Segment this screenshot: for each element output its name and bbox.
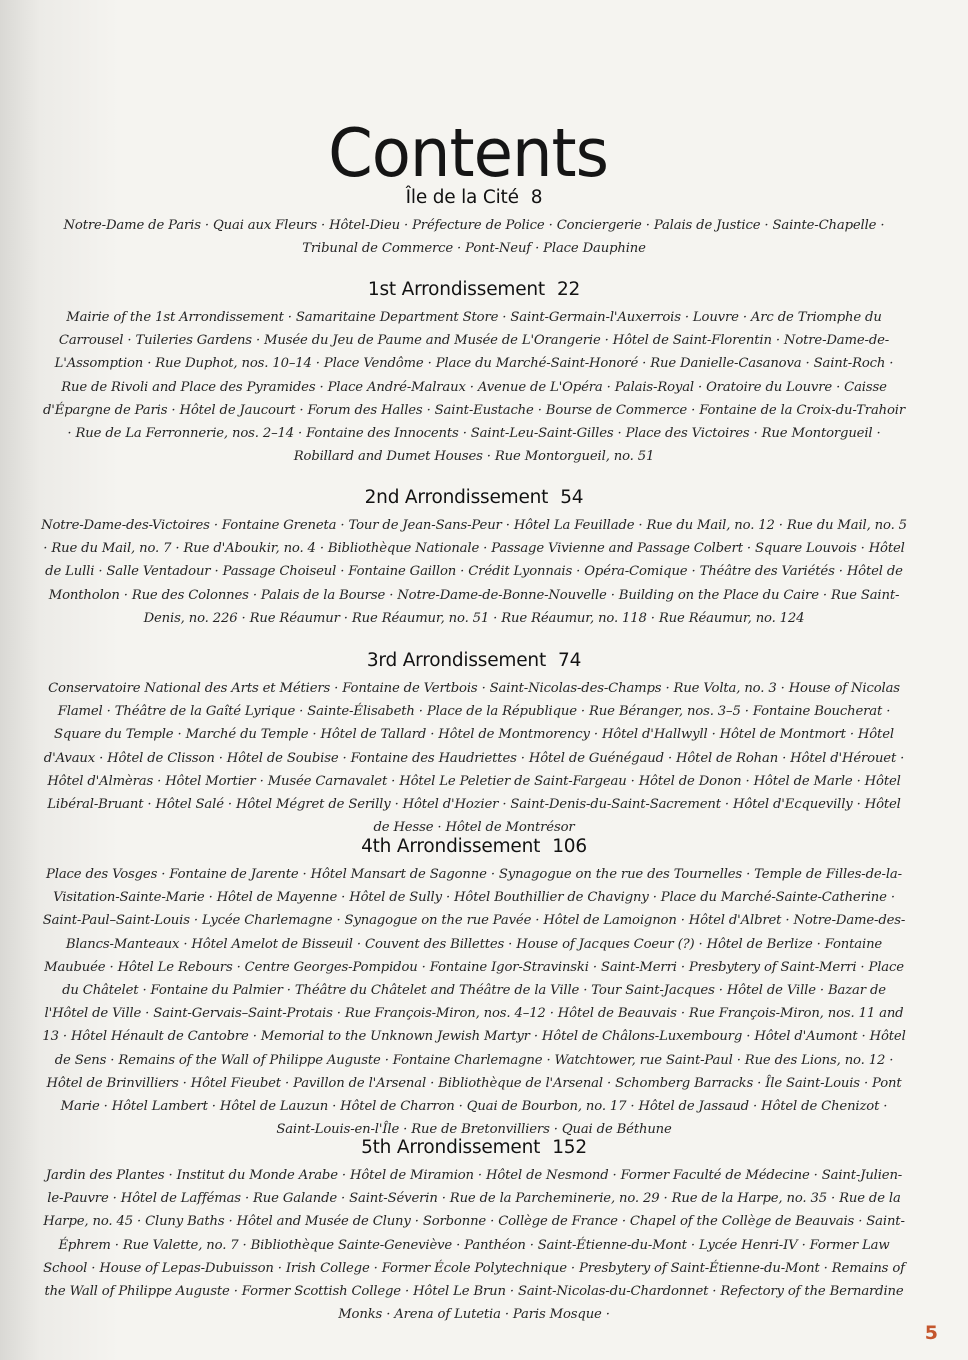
section-3rd-arrondissement xyxy=(40,650,908,839)
section-1st-arrondissement xyxy=(40,279,908,468)
section-heading xyxy=(40,487,908,508)
section-ile-de-la-cite xyxy=(40,187,908,260)
section-name: 1st Arrondissement xyxy=(367,279,545,300)
section-page: 74 xyxy=(558,650,582,671)
section-4th-arrondissement xyxy=(40,836,908,1141)
section-entries: Conservatoire National des Arts et Métiers · Fontaine de Vertbois · Saint-Nicolas-des-Champs · Rue Volta, no. 3 · House of Nicolas Flamel · Théâtre de la Gaîté Lyrique · Sainte-Élisabeth · Place de la République · Rue Béranger, nos. 3–5 · Fontaine Boucherat · Square du Temple · Marché du Temple · Hôtel de Tallard · Hôtel de Montmorency · Hôtel d'Hallwyll · Hôtel de Montmort · Hôtel d'Avaux · Hôtel de Clisson · Hôtel de Soubise · Fontaine des Haudriettes · Hôtel de Guénégaud · Hôtel de Rohan · Hôtel d'Hérouet · Hôtel d'Almèras · Hôtel Mortier · Musée Carnavalet · Hôtel Le Peletier de Saint-Fargeau · Hôtel de Donon · Hôtel de Marle · Hôtel Libéral-Bruant · Hôtel Salé · Hôtel Mégret de Serilly · Hôtel d'Hozier · Saint-Denis-du-Saint-Sacrement · Hôtel d'Ecquevilly · Hôtel de Hesse · Hôtel de Montrésor xyxy=(43,681,905,836)
section-2nd-arrondissement xyxy=(40,487,908,630)
section-name: 3rd Arrondissement xyxy=(366,650,547,671)
section-heading xyxy=(40,187,908,208)
section-heading xyxy=(40,1137,908,1158)
section-entries: Mairie of the 1st Arrondissement · Samaritaine Department Store · Saint-Germain-l'Auxerrois · Louvre · Arc de Triomphe du Carrousel · Tuileries Gardens · Musée du Jeu de Paume and Musée de L'Orangerie · Hôtel de Saint-Florentin · Notre-Dame-de-L'Assomption · Rue Duphot, nos. 10–14 · Place Vendôme · Place du Marché-Saint-Honoré · Rue Danielle-Casanova · Saint-Roch · Rue de Rivoli and Place des Pyramides · Place André-Malraux · Avenue de L'Opéra · Palais-Royal · Oratoire du Louvre · Caisse d'Épargne de Paris · Hôtel de Jaucourt · Forum des Halles · Saint-Eustache · Bourse de Commerce · Fontaine de la Croix-du-Trahoir · Rue de La Ferronnerie, nos. 2–14 · Fontaine des Innocents · Saint-Leu-Saint-Gilles · Place des Victoires · Rue Montorgueil · Robillard and Dumet Houses · Rue Montorgueil, no. 51 xyxy=(42,310,906,465)
page-number: 5 xyxy=(924,1322,938,1344)
section-page: 8 xyxy=(530,187,543,208)
section-5th-arrondissement xyxy=(40,1137,908,1326)
section-entries: Jardin des Plantes · Institut du Monde Arabe · Hôtel de Miramion · Hôtel de Nesmond · Former Faculté de Médecine · Saint-Julien-le-Pauvre · Hôtel de Laffémas · Rue Galande · Saint-Séverin · Rue de la Parcheminerie, no. 29 · Rue de la Harpe, no. 35 · Rue de la Harpe, no. 45 · Cluny Baths · Hôtel and Musée de Cluny · Sorbonne · Collège de France · Chapel of the Collège de Beauvais · Saint-Éphrem · Rue Valette, no. 7 · Bibliothèque Sainte-Geneviève · Panthéon · Saint-Étienne-du-Mont · Lycée Henri-IV · Former Law School · House of Lepas-Dubuisson · Irish College · Former École Polytechnique · Presbytery of Saint-Étienne-du-Mont · Remains of the Wall of Philippe Auguste · Former Scottish College · Hôtel Le Brun · Saint-Nicolas-du-Chardonnet · Refectory of the Bernardine Monks · Arena of Lutetia · Paris Mosque · xyxy=(43,1168,905,1323)
section-heading xyxy=(40,279,908,300)
section-page: 106 xyxy=(552,836,587,857)
section-page: 54 xyxy=(560,487,584,508)
section-name: 5th Arrondissement xyxy=(361,1137,541,1158)
section-name: 4th Arrondissement xyxy=(361,836,541,857)
section-heading xyxy=(40,836,908,857)
section-name: 2nd Arrondissement xyxy=(364,487,549,508)
section-entries: Place des Vosges · Fontaine de Jarente · Hôtel Mansart de Sagonne · Synagogue on the rue des Tournelles · Temple de Filles-de-la-Visitation-Sainte-Marie · Hôtel de Mayenne · Hôtel de Sully · Hôtel Bouthillier de Chavigny · Place du Marché-Sainte-Catherine · Saint-Paul–Saint-Louis · Lycée Charlemagne · Synagogue on the rue Pavée · Hôtel de Lamoignon · Hôtel d'Albret · Notre-Dame-des-Blancs-Manteaux · Hôtel Amelot de Bisseuil · Couvent des Billettes · House of Jacques Coeur (?) · Hôtel de Berlize · Fontaine Maubuée · Hôtel Le Rebours · Centre Georges-Pompidou · Fontaine Igor-Stravinski · Saint-Merri · Presbytery of Saint-Merri · Place du Châtelet · Fontaine du Palmier · Théâtre du Châtelet and Théâtre de la Ville · Tour Saint-Jacques · Hôtel de Ville · Bazar de l'Hôtel de Ville · Saint-Gervais–Saint-Protais · Rue François-Miron, nos. 4–12 · Hôtel de Beauvais · Rue François-Miron, nos. 11 and 13 · Hôtel Hénault de Cantobre · Memorial to the Unknown Jewish Martyr · Hôtel de Châlons-Luxembourg · Hôtel d'Aumont · Hôtel de Sens · Remains of the Wall of Philippe Auguste · Fontaine Charlemagne · Watchtower, rue Saint-Paul · Rue des Lions, no. 12 · Hôtel de Brinvilliers · Hôtel Fieubet · Pavillon de l'Arsenal · Bibliothèque de l'Arsenal · Schomberg Barracks · Île Saint-Louis · Pont Marie · Hôtel Lambert · Hôtel de Lauzun · Hôtel de Charron · Quai de Bourbon, no. 17 · Hôtel de Jassaud · Hôtel de Chenizot · Saint-Louis-en-l'Île · Rue de Bretonvilliers · Quai de Béthune xyxy=(42,867,906,1138)
page-title: Contents xyxy=(328,115,608,193)
section-heading xyxy=(40,650,908,671)
section-entries: Notre-Dame-des-Victoires · Fontaine Greneta · Tour de Jean-Sans-Peur · Hôtel La Feuillade · Rue du Mail, no. 12 · Rue du Mail, no. 5 · Rue du Mail, no. 7 · Rue d'Aboukir, no. 4 · Bibliothèque Nationale · Passage Vivienne and Passage Colbert · Square Louvois · Hôtel de Lulli · Salle Ventadour · Passage Choiseul · Fontaine Gaillon · Crédit Lyonnais · Opéra-Comique · Théâtre des Variétés · Hôtel de Montholon · Rue des Colonnes · Palais de la Bourse · Notre-Dame-de-Bonne-Nouvelle · Building on the Place du Caire · Rue Saint-Denis, no. 226 · Rue Réaumur · Rue Réaumur, no. 51 · Rue Réaumur, no. 118 · Rue Réaumur, no. 124 xyxy=(41,518,907,626)
section-page: 22 xyxy=(556,279,581,300)
section-entries: Notre-Dame de Paris · Quai aux Fleurs · Hôtel-Dieu · Préfecture de Police · Conciergerie · Palais de Justice · Sainte-Chapelle · Tribunal de Commerce · Pont-Neuf · Place Dauphine xyxy=(63,218,885,257)
section-name: Île de la Cité xyxy=(405,187,519,208)
section-page: 152 xyxy=(552,1137,587,1158)
